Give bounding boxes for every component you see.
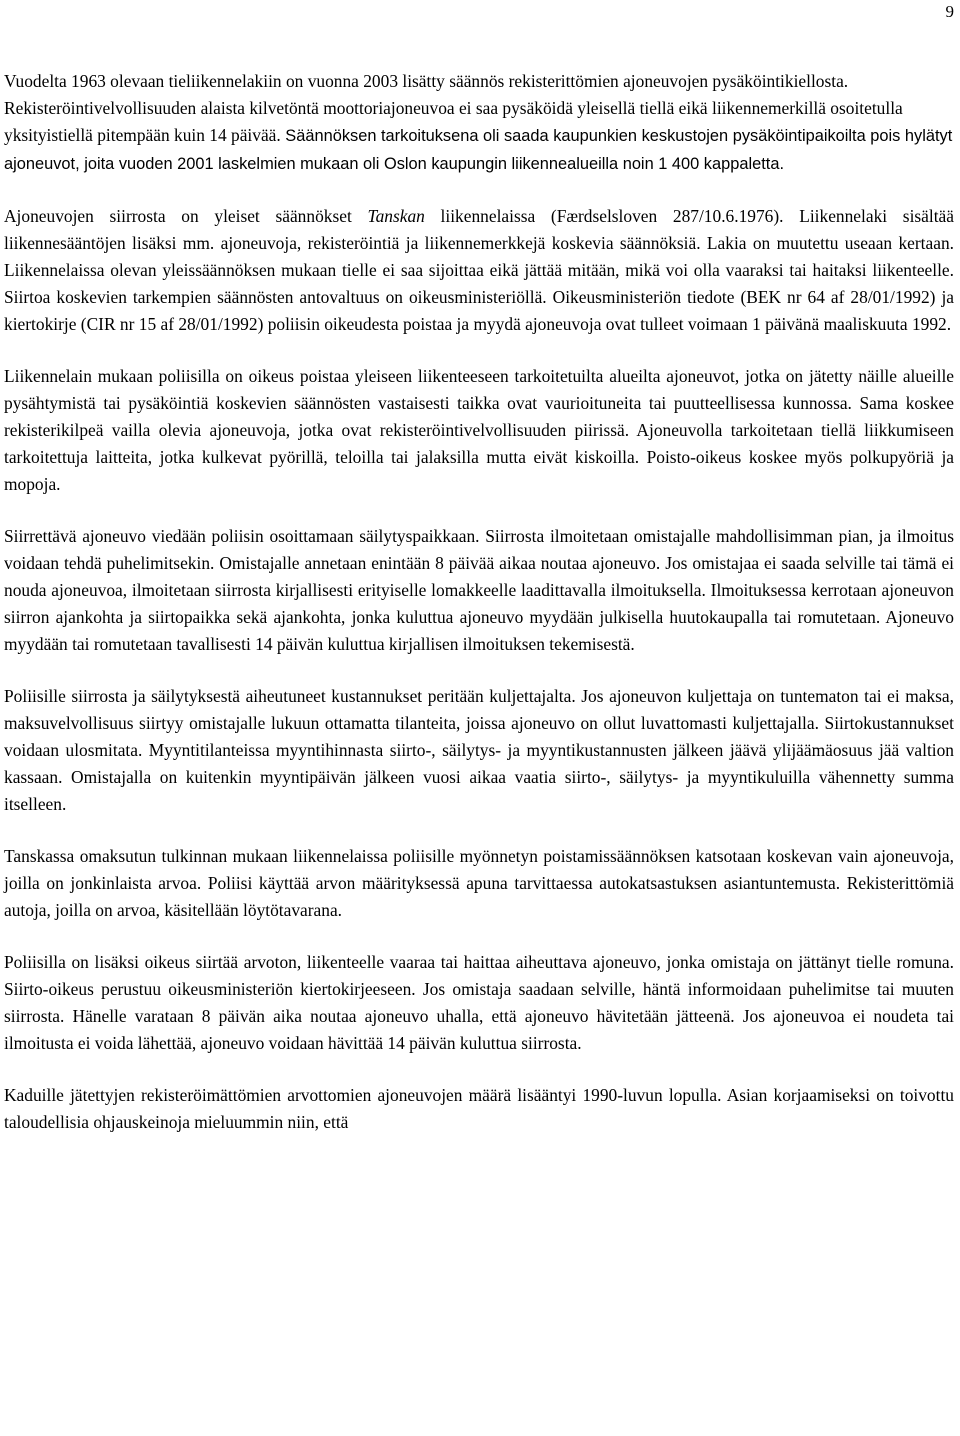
paragraph-worthless-vehicles: Poliisilla on lisäksi oikeus siirtää arvoton, liikenteelle vaaraa tai haittaa aiheuttava ajoneuvo, jonka omistaja on jättänyt tielle romuna. Siirto-oikeus perustuu oikeusministeriön kiertokirjeeseen. Jos omistaja saadaan selville, häntä informoidaan puhelimitse tai muuten siirrosta. Hänelle varataan 8 päivän aika noutaa ajoneuvo uhalla, että ajoneuvo hävitetään jätteenä. Jos ajoneuvoa ei noudeta tai ilmoitusta ei voida lähettää, ajoneuvo voidaan hävittää 14 päivän kuluttua siirrosta. xyxy=(4,952,954,1053)
paragraph-police-removal-right: Liikennelain mukaan poliisilla on oikeus poistaa yleiseen liikenteeseen tarkoitetuilta alueilta ajoneuvot, jotka on jätetty näille alueille pysähtymistä tai pysäköintiä koskevien säännösten vastaisesti taikka ovat vaurioituneita tai puutteellisessa kunnossa. Sama koskee rekisterikilpeä vailla olevia ajoneuvoja, jotka ovat rekisteröintivelvollisuuden piirissä. Ajoneuvolla tarkoitetaan tiellä liikkumiseen tarkoitettuja laitteita, jotka kulkevat pyörillä, teloilla tai jalaksilla mutta eivät kiskoilla. Poisto-oikeus koskee myös polkupyöriä ja mopoja. xyxy=(4,366,954,494)
paragraph-denmark-text-after: liikennelaissa (Færdselsloven 287/10.6.1976). Liikennelaki sisältää liikennesääntöjen lisäksi mm. ajoneuvoja, rekisteröintiä ja liikennemerkkejä koskevia säännöksiä. Lakia on muutettu useaan kertaan. Liikennelaissa olevan yleissäännöksen mukaan tielle ei saa sijoittaa eikä jättää mitään, mikä voi olla vaaraksi tai haitaksi liikenteelle. Siirtoa koskevien tarkempien säännösten antovaltuus on oikeusministeriöllä. Oikeusministeriön tiedote (BEK nr 64 af 28/01/1992) ja kiertokirje (CIR nr 15 af 28/01/1992) poliisin oikeudesta poistaa ja myydä ajoneuvoja ovat tulleet voimaan 1 päivänä maaliskuuta 1992. xyxy=(4,206,954,334)
paragraph-vehicle-storage: Siirrettävä ajoneuvo viedään poliisin osoittamaan säilytyspaikkaan. Siirrosta ilmoitetaan omistajalle mahdollisimman pian, ja ilmoitus voidaan tehdä puhelimitsekin. Omistajalle annetaan enintään 8 päivää aikaa noutaa ajoneuvo. Jos omistajaa ei saada selville tai tämä ei nouda ajoneuvoa, ilmoitetaan siirrosta kirjallisesti erityiselle lomakkeelle laadittavalla ilmoituksella. Ilmoituksessa kerrotaan ajoneuvon siirron ajankohta ja siirtopaikka sekä ajankohta, jonka kuluttua ajoneuvo myydään julkisella huutokaupalla tai romutetaan. Ajoneuvo myydään tai romutetaan tavallisesti 14 päivän kuluttua kirjallisen ilmoituksen tekemisestä. xyxy=(4,526,954,654)
paragraph-removal-costs: Poliisille siirrosta ja säilytyksestä aiheutuneet kustannukset peritään kuljettajalta. Jos ajoneuvon kuljettaja on tuntematon tai ei maksa, maksuvelvollisuus siirtyy omistajalle lukuun ottamatta tilanteita, joissa ajoneuvo on ollut luvattomasti kuljettajalla. Siirtokustannukset voidaan ulosmitata. Myyntitilanteissa myyntihinnasta siirto-, säilytys- ja myyntikustannusten jälkeen jäävä ylijäämäosuus jää valtion kassaan. Omistajalla on kuitenkin myyntipäivän jälkeen vuosi aikaa vaatia siirto-, säilytys- ja myyntikuluilla vähennetty summa itselleen. xyxy=(4,686,954,814)
paragraph-unregistered-increase: Kaduille jätettyjen rekisteröimättömien arvottomien ajoneuvojen määrä lisääntyi 1990-luvun lopulla. Asian korjaamiseksi on toivottu taloudellisia ohjauskeinoja mieluummin niin, että xyxy=(4,1085,954,1132)
paragraph-denmark-traffic-law xyxy=(4,203,954,338)
paragraph-denmark-text-before: Ajoneuvojen siirrosta on yleiset säännökset xyxy=(4,206,368,226)
paragraph-norway-parking xyxy=(4,68,954,178)
paragraph-norway-sans-text: Säännöksen tarkoituksena oli saada kaupunkien keskustojen pysäköintipaikoilta pois hylätyt ajoneuvot, joita vuoden 2001 laskelmien mukaan oli Oslon kaupungin liikennealueilla noin 1 400 kappaletta. xyxy=(4,127,953,173)
paragraph-denmark-italic-country: Tanskan xyxy=(367,206,425,226)
page-number: 9 xyxy=(945,2,954,21)
paragraph-norway-serif-text: Vuodelta 1963 olevaan tieliikennelakiin on vuonna 2003 lisätty säännös rekisterittömien ajoneuvojen pysäköintikiellosta. Rekisteröintivelvollisuuden alaista kilvetöntä moottoriajoneuvoa ei saa pysäköidä yleisellä tiellä eikä liikennemerkillä osoitetulla yksityistiellä pitempään kuin 14 päivää. xyxy=(4,71,903,145)
paragraph-interpretation: Tanskassa omaksutun tulkinnan mukaan liikennelaissa poliisille myönnetyn poistamissäännöksen katsotaan koskevan vain ajoneuvoja, joilla on jonkinlaista arvoa. Poliisi käyttää arvon määrityksessä apuna tarvittaessa autokatsastuksen asiantuntemusta. Rekisterittömiä autoja, joilla on arvoa, käsitellään löytötavarana. xyxy=(4,846,954,920)
document-body xyxy=(4,68,954,1136)
